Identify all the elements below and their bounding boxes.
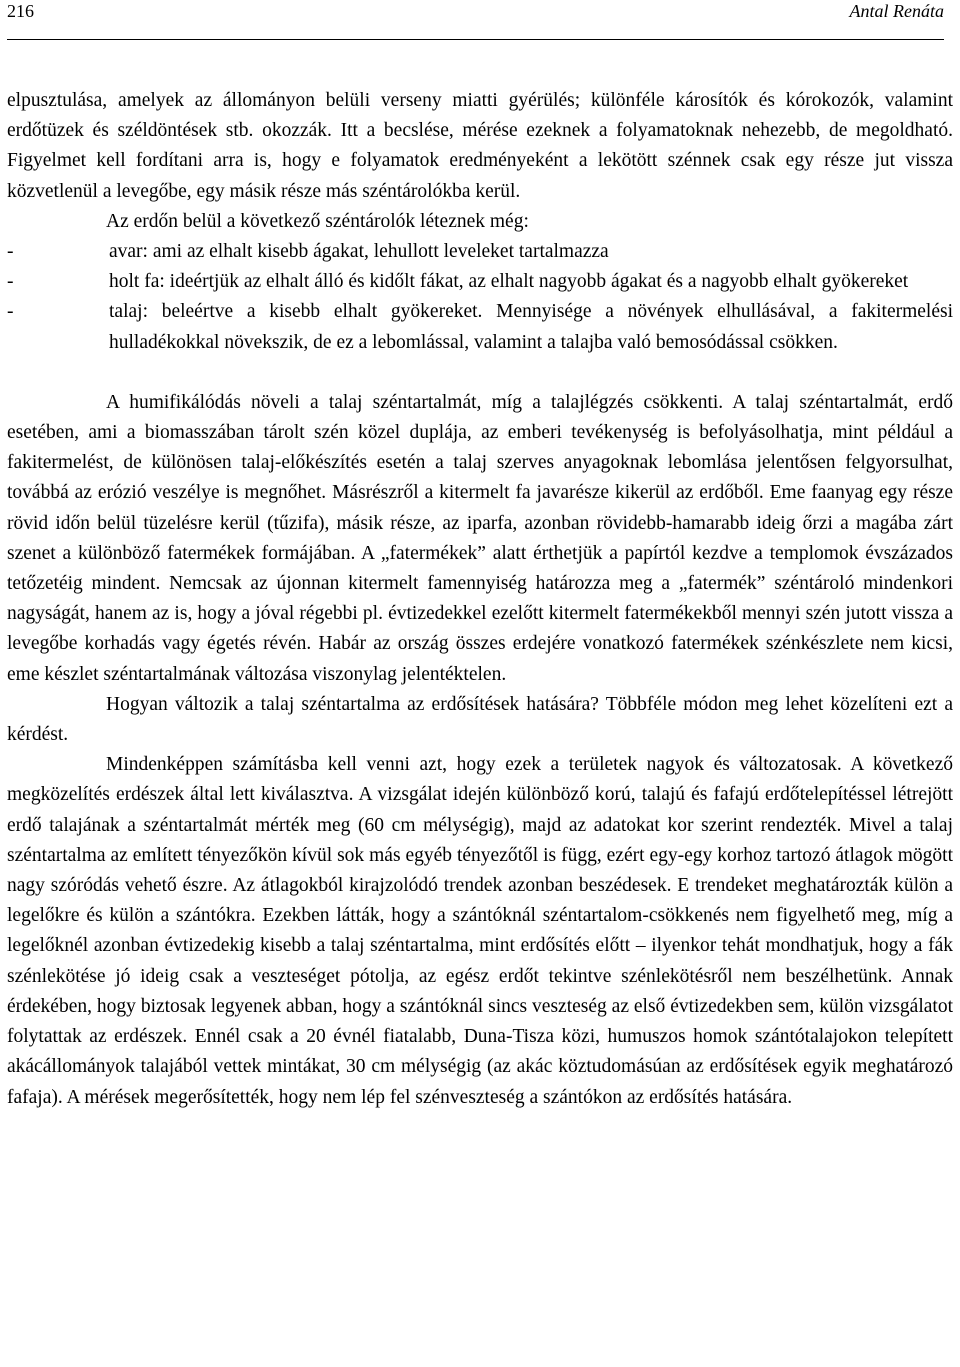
running-head-author: Antal Renáta — [849, 1, 944, 21]
paragraph: A humifikálódás növeli a talaj széntartalmát, míg a talajlégzés csökkenti. A talaj széntartalmát, erdő esetében, ami a biomasszában tárolt szén közel duplája, az emberi tevékenység is befolyásolhatja, mint például a fakitermelést, de különösen talaj-előkészítés esetén a talaj szerves anyagoknak lebomlása jelentősen felgyorsulhat, továbbá az erózió veszélye is megnőhet. Másrészről a kitermelt fa javarésze kikerül az erdőből. Eme faanyag egy része rövid időn belül tüzelésre kerül (tűzifa), másik része, az iparfa, azonban rövidebb-hamarabb ideig őrzi a magába zárt szenet a különböző fatermékek formájában. A „fatermékek” alatt érthetjük a papírtól kezdve a templomok évszázados tetőzetéig mindent. Nemcsak az újonnan kitermelt famennyiség határozza meg a „fatermék” széntároló mindenkori nagyságát, hanem az is, hogy a jóval régebbi pl. évtizedekkel ezelőtt kitermelt fatermékekből mennyi szén jutott vissza a levegőbe korhadás vagy égetés révén. Habár az ország összes erdejére vonatkozó fatermékek szénkészlete nem kicsi, eme készlet széntartalmának változása viszonylag jelentéktelen. — [7, 391, 953, 685]
paragraph: Mindenképpen számításba kell venni azt, hogy ezek a területek nagyok és változatosak. A következő megközelítés erdészek által lett kiválasztva. A vizsgálat idején különböző korú, talajú és fafajú erdőtelepítéssel létrejött erdő talajának a széntartalmát mérték meg (60 cm mélységig), majd az adatokat kor szerint rendezték. Mivel a talaj széntartalma az említett tényezőkön kívül sok más egyéb tényezőtől is függ, ezért egy-egy korhoz tartozó átlagok mögött nagy szóródás vehető észre. Az átlagokból kirajzolódó trendek azonban beszédesek. E trendeket meghatározták külön a legelőkre és külön a szántókra. Ezekben látták, hogy a szántóknál széntartalom-csökkenés nem figyelhető meg, míg a legelőknél azonban évtizedekig kisebb a talaj széntartalma, mint erdősítés előtt – ilyenkor tehát mondhatjuk, hogy a fák szénlekötése jó ideig csak a veszteséget pótolja, az egész erdőt tekintve szénlekötésről nem beszélhetünk. Annak érdekében, hogy biztosak legyenek abban, hogy a szántóknál sincs veszteség az első évtizedekben sem, külön vizsgálatot folytattak az erdészek. Ennél csak a 20 évnél fiatalabb, Duna-Tisza közi, humuszos homok szántótalajokon telepített akácállományok talajából vettek mintákat, 30 cm mélységig (az akác köztudomásúan az erdősítések egyik meghatározó fafaja). A mérések megerősítették, hogy nem lép fel szénveszteség a szántókon az erdősítés hatására. — [7, 754, 953, 1108]
list-item — [7, 297, 953, 357]
list-dash: - — [7, 271, 14, 293]
list-item-text: holt fa: ideértjük az elhalt álló és kidőlt fákat, az elhalt nagyobb ágakat és a nagyobb elhalt gyökereket — [109, 271, 909, 293]
page-number: 216 — [7, 1, 34, 21]
paragraph: Hogyan változik a talaj széntartalma az erdősítések hatására? Többféle módon meg lehet közelíteni ezt a kérdést. — [7, 693, 953, 746]
list-item-text: avar: ami az elhalt kisebb ágakat, lehullott leveleket tartalmazza — [109, 241, 609, 263]
paragraph-gap — [7, 358, 953, 388]
paragraph: elpusztulása, amelyek az állományon belüli verseny miatti gyérülés; különféle károsítók és kórokozók, valamint erdőtüzek és széldöntések stb. okozzák. Itt a becslése, mérése ezeknek a folyamatoknak nehezebb, de megoldható. Figyelmet kell fordítani arra is, hogy e folyamatok eredményeként a lekötött szénnek csak egy része jut vissza közvetlenül a levegőbe, egy másik része más széntárolókba kerül. — [7, 90, 953, 202]
page-header — [7, 0, 944, 40]
paragraph: Az erdőn belül a következő széntárolók léteznek még: — [106, 210, 529, 232]
list-dash: - — [7, 301, 14, 323]
list-item — [7, 237, 953, 267]
list-dash: - — [7, 241, 14, 263]
page-body — [7, 86, 953, 1113]
list-item-text: talaj: beleértve a kisebb elhalt gyökereket. Mennyisége a növények elhullásával, a fakitermelési hulladékokkal növekszik, de ez a lebomlással, valamint a talajba való bemosódással csökken. — [109, 301, 953, 353]
list-item — [7, 267, 953, 297]
